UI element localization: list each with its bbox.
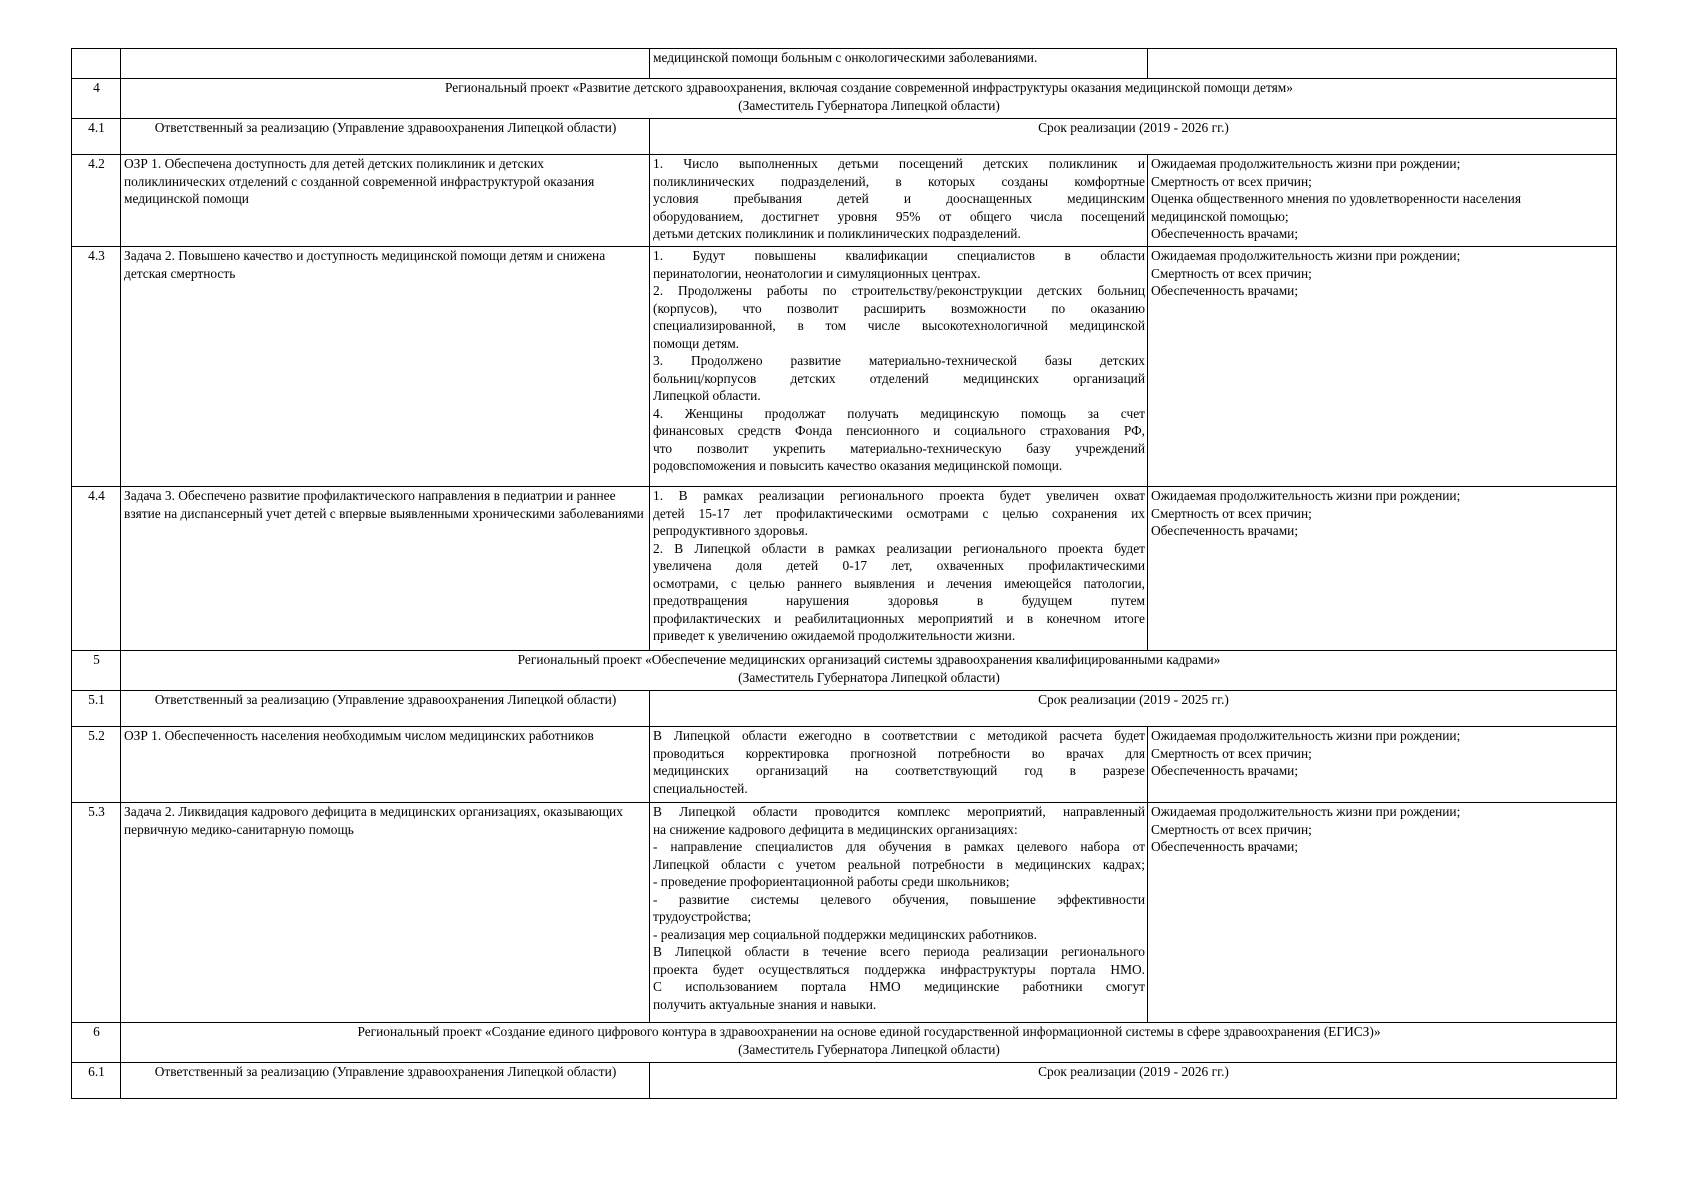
row-number	[72, 49, 121, 79]
row-number: 4.2	[72, 155, 121, 247]
result-line: 4. Женщины продолжат получать медицинскую помощь за счет	[653, 405, 1145, 421]
indicator-line: Смертность от всех причин;	[1151, 745, 1312, 761]
table-row	[72, 803, 1617, 1023]
result-line: осмотрами, с целью раннего выявления и лечения имеющейся патологии,	[653, 575, 1145, 591]
result-line: перинатологии, неонатологии и симуляционных центрах.	[653, 265, 981, 281]
result-line: оборудованием, достигнет уровня 95% от общего числа посещений	[653, 208, 1145, 224]
result-line: Липецкой области.	[653, 388, 761, 403]
result-line: трудоустройства;	[653, 909, 752, 924]
task-cell: Задача 3. Обеспечено развитие профилактического направления в педиатрии и раннее взятие на диспансерный учет детей с впервые выявленными хроническими заболеваниями	[121, 487, 650, 651]
row-number: 4.1	[72, 119, 121, 155]
result-line: предотвращения нарушения здоровья в будущем путем	[653, 593, 1145, 608]
result-line: что позволит укрепить материально-техническую базу учреждений	[653, 440, 1145, 456]
indicator-cell	[1148, 487, 1617, 651]
result-line: помощи детям.	[653, 335, 740, 351]
result-cell	[650, 247, 1148, 487]
row-number: 4.3	[72, 247, 121, 487]
document-page	[71, 48, 1616, 1099]
result-line: медицинской помощи больным с онкологическими заболеваниями.	[653, 50, 1038, 65]
task-cell	[121, 49, 650, 79]
row-number: 5.2	[72, 727, 121, 803]
row-number: 4.4	[72, 487, 121, 651]
project-header-row	[72, 651, 1617, 691]
row-number: 4	[72, 79, 121, 119]
indicator-line: Обеспеченность врачами;	[1151, 523, 1299, 538]
responsible-row	[72, 691, 1617, 727]
term-cell: Срок реализации (2019 - 2026 гг.)	[650, 119, 1617, 155]
result-line: специальностей.	[653, 780, 748, 796]
result-cell	[650, 155, 1148, 247]
indicator-line: Обеспеченность врачами;	[1151, 283, 1299, 298]
project-header-row	[72, 1023, 1617, 1063]
term-cell: Срок реализации (2019 - 2026 гг.)	[650, 1063, 1617, 1099]
table-row	[72, 727, 1617, 803]
result-line: родовспоможения и повысить качество оказания медицинской помощи.	[653, 458, 1063, 473]
project-supervisor: (Заместитель Губернатора Липецкой области)	[738, 97, 1000, 113]
project-title: Региональный проект «Обеспечение медицинских организаций системы здравоохранения квалифицированными кадрами»	[517, 652, 1221, 667]
project-title-cell	[121, 651, 1617, 691]
result-line: 3. Продолжено развитие материально-технической базы детских	[653, 353, 1145, 368]
project-supervisor: (Заместитель Губернатора Липецкой области)	[738, 669, 1000, 685]
task-cell: Задача 2. Ликвидация кадрового дефицита в медицинских организациях, оказывающих первичную медико-санитарную помощь	[121, 803, 650, 1023]
result-line: увеличена доля детей 0-17 лет, охваченных профилактическими	[653, 558, 1145, 573]
indicator-line: Смертность от всех причин;	[1151, 821, 1312, 837]
result-line: - развитие системы целевого обучения, повышение эффективности	[653, 891, 1145, 907]
result-line: детьми детских поликлиник и поликлинических подразделений.	[653, 226, 1021, 241]
row-number: 5.1	[72, 691, 121, 727]
result-line: проекта будет осуществляться поддержка инфраструктуры портала НМО.	[653, 961, 1145, 977]
result-line: В Липецкой области проводится комплекс мероприятий, направленный	[653, 804, 1145, 819]
project-title-cell	[121, 79, 1617, 119]
term-cell: Срок реализации (2019 - 2025 гг.)	[650, 691, 1617, 727]
result-cell	[650, 487, 1148, 651]
project-table	[71, 48, 1617, 1099]
row-number: 5.3	[72, 803, 121, 1023]
row-number: 5	[72, 651, 121, 691]
result-line: детей 15-17 лет профилактическими осмотрами с целью сохранения их	[653, 505, 1145, 521]
result-line: репродуктивного здоровья.	[653, 523, 808, 538]
result-line: (корпусов), что позволит расширить возможности по оказанию	[653, 300, 1145, 316]
result-cell	[650, 727, 1148, 803]
result-line: профилактических и реабилитационных мероприятий и в конечном итоге	[653, 610, 1145, 626]
result-line: В Липецкой области ежегодно в соответствии с методикой расчета будет	[653, 728, 1145, 743]
row-number: 6.1	[72, 1063, 121, 1099]
result-line: - реализация мер социальной поддержки медицинских работников.	[653, 926, 1037, 942]
result-cell	[650, 49, 1148, 79]
responsible-row	[72, 1063, 1617, 1099]
result-line: поликлинических подразделений, в которых созданы комфортные	[653, 173, 1145, 189]
result-line: 1. Число выполненных детьми посещений детских поликлиник и	[653, 156, 1145, 171]
result-line: С использованием портала НМО медицинские работники смогут	[653, 979, 1145, 994]
project-header-row	[72, 79, 1617, 119]
task-cell: ОЗР 1. Обеспеченность населения необходимым числом медицинских работников	[121, 727, 650, 803]
table-row	[72, 155, 1617, 247]
project-title: Региональный проект «Создание единого цифрового контура в здравоохранении на основе единой государственной информационной системы в сфере здравоохранения (ЕГИСЗ)»	[357, 1024, 1381, 1039]
indicator-cell	[1148, 803, 1617, 1023]
indicator-line: Обеспеченность врачами;	[1151, 839, 1299, 854]
indicator-line: Оценка общественного мнения по удовлетворенности населения	[1151, 191, 1521, 206]
indicator-line: Обеспеченность врачами;	[1151, 226, 1299, 241]
result-line: получить актуальные знания и навыки.	[653, 996, 877, 1012]
responsible-cell: Ответственный за реализацию (Управление здравоохранения Липецкой области)	[121, 691, 650, 727]
indicator-line: Ожидаемая продолжительность жизни при рождении;	[1151, 248, 1461, 263]
result-line: 1. В рамках реализации регионального проекта будет увеличен охват	[653, 488, 1145, 503]
result-line: 2. Продолжены работы по строительству/реконструкции детских больниц	[653, 283, 1145, 298]
result-line: на снижение кадрового дефицита в медицинских организациях:	[653, 821, 1018, 837]
result-line: Липецкой области с учетом реальной потребности в медицинских кадрах;	[653, 856, 1145, 872]
indicator-line: медицинской помощью;	[1151, 208, 1289, 224]
result-line: специализированной, в том числе высокотехнологичной медицинской	[653, 318, 1145, 333]
responsible-cell: Ответственный за реализацию (Управление здравоохранения Липецкой области)	[121, 1063, 650, 1099]
indicator-line: Ожидаемая продолжительность жизни при рождении;	[1151, 156, 1461, 171]
responsible-row	[72, 119, 1617, 155]
result-line: 1. Будут повышены квалификации специалистов в области	[653, 248, 1145, 263]
table-row	[72, 49, 1617, 79]
indicator-line: Смертность от всех причин;	[1151, 505, 1312, 521]
result-line: - проведение профориентационной работы среди школьников;	[653, 874, 1010, 889]
result-line: условия пребывания детей и дооснащенных медицинским	[653, 191, 1145, 206]
table-row	[72, 487, 1617, 651]
indicator-line: Ожидаемая продолжительность жизни при рождении;	[1151, 728, 1461, 743]
result-line: больниц/корпусов детских отделений медицинских организаций	[653, 370, 1145, 386]
indicator-line: Ожидаемая продолжительность жизни при рождении;	[1151, 488, 1461, 503]
result-cell	[650, 803, 1148, 1023]
indicator-cell	[1148, 247, 1617, 487]
indicator-line: Смертность от всех причин;	[1151, 265, 1312, 281]
result-line: В Липецкой области в течение всего периода реализации регионального	[653, 944, 1145, 959]
indicator-line: Смертность от всех причин;	[1151, 173, 1312, 189]
responsible-cell: Ответственный за реализацию (Управление здравоохранения Липецкой области)	[121, 119, 650, 155]
row-number: 6	[72, 1023, 121, 1063]
task-cell: ОЗР 1. Обеспечена доступность для детей детских поликлиник и детских поликлинических отделений с созданной современной инфраструктурой оказания медицинской помощи	[121, 155, 650, 247]
indicator-line: Ожидаемая продолжительность жизни при рождении;	[1151, 804, 1461, 819]
project-title: Региональный проект «Развитие детского здравоохранения, включая создание современной инфраструктуры оказания медицинской помощи детям»	[445, 80, 1293, 95]
project-supervisor: (Заместитель Губернатора Липецкой области)	[738, 1041, 1000, 1057]
indicator-cell	[1148, 155, 1617, 247]
result-line: проводиться корректировка прогнозной потребности во врачах для	[653, 745, 1145, 761]
result-line: - направление специалистов для обучения в рамках целевого набора от	[653, 839, 1145, 854]
indicator-line: Обеспеченность врачами;	[1151, 763, 1299, 778]
indicator-cell	[1148, 727, 1617, 803]
task-cell: Задача 2. Повышено качество и доступность медицинской помощи детям и снижена детская смертность	[121, 247, 650, 487]
result-line: финансовых средств Фонда пенсионного и социального страхования РФ,	[653, 423, 1145, 438]
indicator-cell	[1148, 49, 1617, 79]
project-title-cell	[121, 1023, 1617, 1063]
result-line: приведет к увеличению ожидаемой продолжительности жизни.	[653, 628, 1016, 643]
result-line: 2. В Липецкой области в рамках реализации регионального проекта будет	[653, 540, 1145, 556]
result-line: медицинских организаций на соответствующий год в разрезе	[653, 763, 1145, 778]
table-row	[72, 247, 1617, 487]
